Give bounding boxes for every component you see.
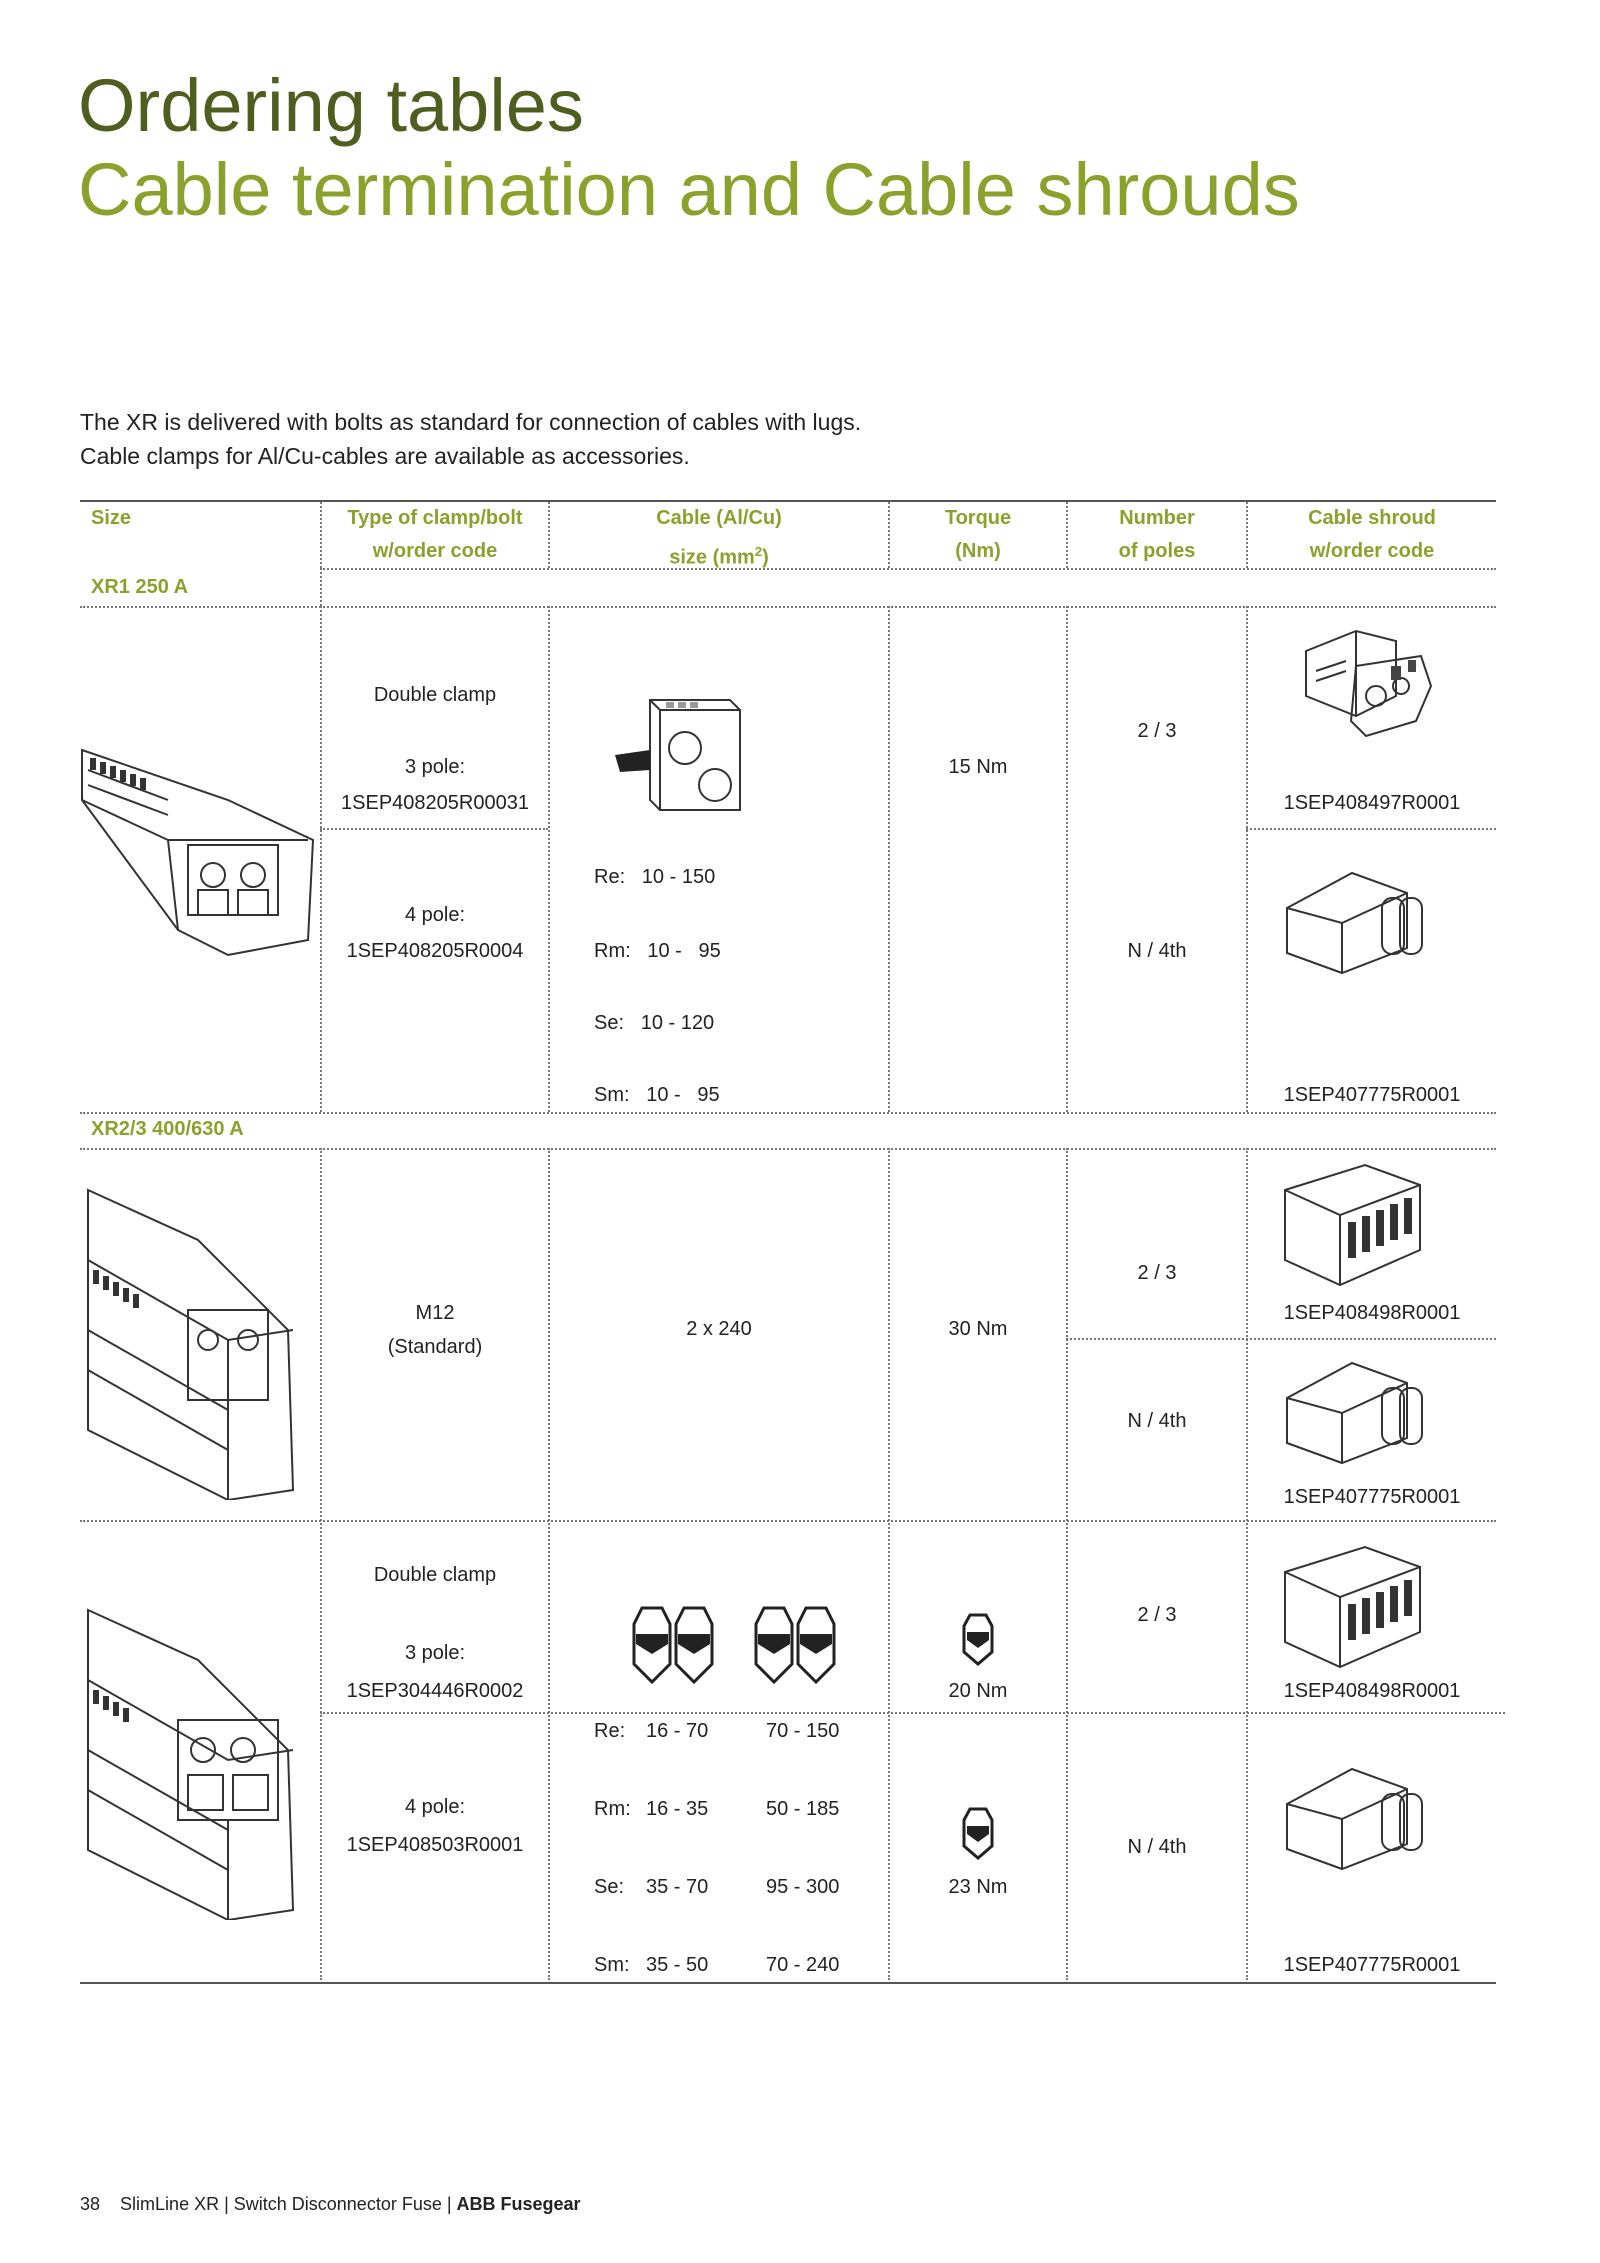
xr1-poles-b: N / 4th — [1127, 940, 1187, 962]
xr2-bolt: M12 — [415, 1302, 455, 1324]
cable-range-b: 70 - 150 — [766, 1720, 840, 1742]
xr2-poles-b: N / 4th — [1127, 1410, 1187, 1432]
xr3-clamp-lugs-illustration — [626, 1604, 856, 1688]
xr3-clamp-name: Double clamp — [373, 1564, 497, 1586]
xr3-pole4-code: 1SEP408503R0001 — [346, 1834, 524, 1856]
header-cable-close: ) — [762, 546, 769, 569]
xr3-cable-re — [594, 1720, 839, 1743]
header-divider — [320, 568, 1496, 570]
cable-key: Rm: — [594, 940, 631, 962]
header-size: Size — [91, 507, 132, 529]
cable-key: Re: — [594, 866, 626, 888]
header-type-line2: w/order code — [372, 540, 498, 562]
section-divider — [80, 1148, 1496, 1150]
header-type-line1: Type of clamp/bolt — [347, 507, 523, 529]
section-divider — [80, 1520, 1496, 1522]
col-divider — [548, 1148, 550, 1980]
cable-range-a: 16 - 35 — [646, 1798, 709, 1820]
xr3-pole3-label: 3 pole: — [404, 1642, 466, 1664]
col-divider — [548, 606, 550, 1112]
col-divider — [1066, 606, 1068, 1112]
header-poles — [1068, 502, 1246, 568]
section-divider — [80, 1112, 1496, 1114]
col-divider — [1246, 606, 1248, 1112]
cable-value: 10 - 150 — [641, 866, 716, 888]
footer-brand: ABB Fusegear — [456, 2194, 581, 2214]
xr3-shroud-a-illustration — [1280, 1542, 1430, 1672]
cable-key: Sm: — [594, 1084, 630, 1106]
header-shroud-line2: w/order code — [1309, 540, 1435, 562]
section-divider — [80, 606, 1496, 608]
cable-key: Se: — [594, 1012, 625, 1034]
header-shroud-line1: Cable shroud — [1308, 507, 1436, 529]
xr3-poles-b: N / 4th — [1127, 1836, 1187, 1858]
header-torque-line2: (Nm) — [955, 540, 1001, 562]
xr2-cable: 2 x 240 — [686, 1318, 752, 1340]
header-poles-line2: of poles — [1118, 540, 1196, 562]
xr3-torque-lug-b-icon — [960, 1806, 996, 1860]
header-cable-line2 — [550, 535, 888, 575]
xr3-torque-lug-a-icon — [960, 1612, 996, 1666]
xr2-shroud-b-illustration — [1282, 1358, 1442, 1468]
intro-line-2: Cable clamps for Al/Cu-cables are available as accessories. — [80, 443, 690, 469]
xr1-cable-se — [594, 1012, 714, 1035]
cable-range-b: 95 - 300 — [766, 1876, 840, 1898]
xr1-clamp-name: Double clamp — [373, 684, 497, 706]
col-divider — [320, 568, 322, 606]
col-divider — [888, 1148, 890, 1980]
xr1-shroud-b-illustration — [1282, 868, 1442, 978]
cable-range-b: 50 - 185 — [766, 1798, 840, 1820]
cable-range-a: 16 - 70 — [646, 1720, 709, 1742]
table-bottom-rule — [80, 1982, 1496, 1984]
xr1-shroud-b-code: 1SEP407775R0001 — [1283, 1084, 1461, 1106]
xr1-shroud-a-illustration — [1296, 626, 1436, 744]
xr1-cable-re — [594, 866, 715, 889]
cable-key: Sm: — [594, 1954, 630, 1976]
xr3-cable-rm — [594, 1798, 839, 1821]
cable-value: 10 - 120 — [640, 1012, 715, 1034]
row-divider — [1066, 1338, 1496, 1340]
xr2-poles-a: 2 / 3 — [1137, 1262, 1177, 1284]
cable-range-a: 35 - 70 — [646, 1876, 709, 1898]
xr3-cable-se — [594, 1876, 839, 1899]
row-divider — [1246, 828, 1496, 830]
xr3-poles-a: 2 / 3 — [1137, 1604, 1177, 1626]
xr1-pole3-label: 3 pole: — [404, 756, 466, 778]
cable-value: 10 - 95 — [647, 940, 721, 962]
xr3-shroud-b-illustration — [1282, 1764, 1442, 1874]
cable-value: 10 - 95 — [646, 1084, 720, 1106]
xr1-pole3-code: 1SEP408205R00031 — [341, 792, 529, 814]
page-number: 38 — [80, 2194, 101, 2214]
cable-key: Re: — [594, 1720, 626, 1742]
header-torque-line1: Torque — [944, 507, 1012, 529]
xr3-pole4-label: 4 pole: — [404, 1796, 466, 1818]
xr2-shroud-a-illustration — [1280, 1160, 1430, 1290]
xr1-torque: 15 Nm — [948, 756, 1008, 778]
header-cable-line1: Cable (Al/Cu) — [656, 507, 782, 529]
xr2-bolt-note: (Standard) — [387, 1336, 483, 1358]
header-torque — [890, 502, 1066, 568]
col-divider — [1246, 1148, 1248, 1980]
header-poles-line1: Number — [1119, 507, 1195, 529]
xr2-device-illustration — [78, 1180, 318, 1500]
xr3-shroud-a-code: 1SEP408498R0001 — [1283, 1680, 1461, 1702]
footer-text: SlimLine XR | Switch Disconnector Fuse | — [120, 2194, 457, 2214]
xr1-pole4-code: 1SEP408205R0004 — [346, 940, 524, 962]
xr1-pole4-label: 4 pole: — [404, 904, 466, 926]
xr1-device-illustration — [78, 740, 314, 960]
section-xr2: XR2/3 400/630 A — [91, 1118, 244, 1140]
col-divider — [888, 606, 890, 1112]
cable-key: Se: — [594, 1876, 625, 1898]
header-cable-sup: 2 — [754, 544, 763, 559]
xr3-device-illustration — [78, 1600, 318, 1920]
xr3-shroud-b-code: 1SEP407775R0001 — [1283, 1954, 1461, 1976]
xr1-clamp-illustration — [610, 690, 750, 820]
xr2-torque: 30 Nm — [948, 1318, 1008, 1340]
header-cable — [550, 502, 888, 575]
col-divider — [320, 606, 322, 1112]
cable-key: Rm: — [594, 1798, 631, 1820]
cable-range-b: 70 - 240 — [766, 1954, 840, 1976]
section-xr1: XR1 250 A — [91, 576, 189, 598]
intro-line-1: The XR is delivered with bolts as standard for connection of cables with lugs. — [80, 409, 862, 435]
xr1-poles-a: 2 / 3 — [1137, 720, 1177, 742]
page-title: Ordering tables — [78, 64, 584, 147]
cable-range-a: 35 - 50 — [646, 1954, 709, 1976]
xr3-torque-b: 23 Nm — [948, 1876, 1008, 1898]
page-footer — [80, 2194, 581, 2215]
xr1-cable-sm — [594, 1084, 720, 1107]
page-subtitle: Cable termination and Cable shrouds — [78, 148, 1300, 231]
header-shroud — [1248, 502, 1496, 568]
xr3-pole3-code: 1SEP304446R0002 — [346, 1680, 524, 1702]
header-cable-unit: size (mm — [669, 546, 755, 569]
xr2-shroud-a-code: 1SEP408498R0001 — [1283, 1302, 1461, 1324]
row-divider — [320, 1712, 1505, 1714]
xr3-cable-sm — [594, 1954, 839, 1977]
xr1-shroud-a-code: 1SEP408497R0001 — [1283, 792, 1461, 814]
xr2-shroud-b-code: 1SEP407775R0001 — [1283, 1486, 1461, 1508]
xr3-torque-a: 20 Nm — [948, 1680, 1008, 1702]
xr1-cable-rm — [594, 940, 721, 963]
row-divider — [320, 828, 548, 830]
header-type — [322, 502, 548, 568]
